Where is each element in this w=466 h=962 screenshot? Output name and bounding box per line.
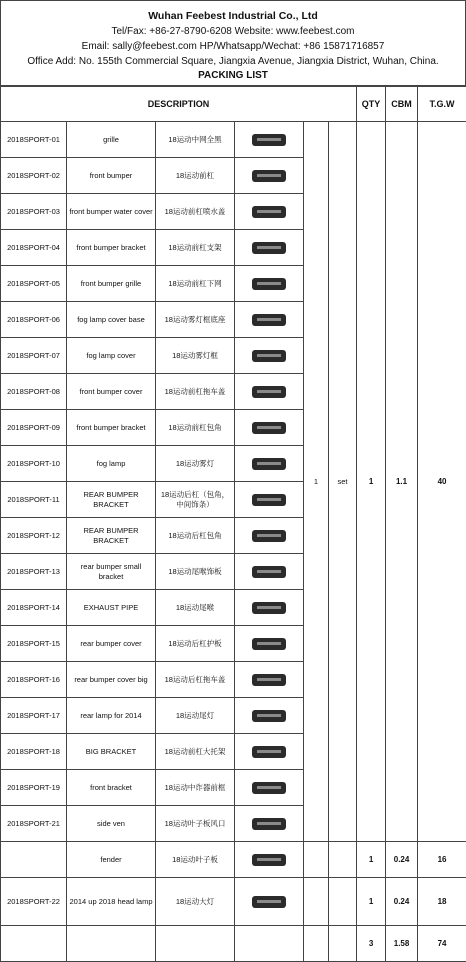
part-image-cell — [235, 302, 304, 338]
part-image-cell — [235, 482, 304, 518]
part-code — [1, 842, 67, 878]
packing-table — [0, 86, 466, 962]
fog-cover-base-icon — [248, 310, 290, 330]
lower-grille-icon — [248, 274, 290, 294]
part-name: REAR BUMPER BRACKET — [67, 518, 156, 554]
set-qty: 1 — [304, 122, 329, 842]
total-qty: 3 — [357, 926, 386, 962]
package-qty: 1 — [357, 122, 386, 842]
part-name-cn: 18运动前杠下网 — [156, 266, 235, 302]
head-lamp-icon — [248, 892, 290, 912]
part-name-cn: 18运动叶子板 — [156, 842, 235, 878]
part-code: 2018SPORT-01 — [1, 122, 67, 158]
part-name: fog lamp cover base — [67, 302, 156, 338]
part-code: 2018SPORT-16 — [1, 662, 67, 698]
package-qty: 1 — [357, 842, 386, 878]
part-image-cell — [235, 194, 304, 230]
part-image-cell — [235, 590, 304, 626]
part-name: REAR BUMPER BRACKET — [67, 482, 156, 518]
empty-cell — [1, 926, 67, 962]
part-name: rear lamp for 2014 — [67, 698, 156, 734]
tow-cover-icon — [248, 382, 290, 402]
part-image-cell — [235, 698, 304, 734]
part-image-cell — [235, 122, 304, 158]
empty-cell — [156, 926, 235, 962]
part-code: 2018SPORT-03 — [1, 194, 67, 230]
part-name: 2014 up 2018 head lamp — [67, 878, 156, 926]
part-name-cn: 18运动前杠拖车盖 — [156, 374, 235, 410]
part-name: front bumper water cover — [67, 194, 156, 230]
description-header: DESCRIPTION — [1, 87, 357, 122]
rear-corner-icon — [248, 526, 290, 546]
part-code: 2018SPORT-21 — [1, 806, 67, 842]
small-bracket-icon — [248, 562, 290, 582]
totals-row — [1, 926, 466, 962]
part-name: fender — [67, 842, 156, 878]
part-image-cell — [235, 158, 304, 194]
part-name-cn: 18运动前杠包角 — [156, 410, 235, 446]
part-name-cn: 18运动中网全黑 — [156, 122, 235, 158]
empty-cell — [329, 842, 357, 878]
empty-cell — [67, 926, 156, 962]
empty-cell — [304, 926, 329, 962]
corner-icon — [248, 418, 290, 438]
part-code: 2018SPORT-05 — [1, 266, 67, 302]
part-name: grille — [67, 122, 156, 158]
part-name: BIG BRACKET — [67, 734, 156, 770]
package-cbm: 0.24 — [386, 878, 418, 926]
part-name-cn: 18运动后杠拖车盖 — [156, 662, 235, 698]
big-bracket-icon — [248, 742, 290, 762]
part-name-cn: 18运动雾灯框 — [156, 338, 235, 374]
part-name-cn: 18运动中诈器前框 — [156, 770, 235, 806]
part-image-cell — [235, 662, 304, 698]
grille-icon — [248, 130, 290, 150]
rear-bumper-icon — [248, 490, 290, 510]
part-image-cell — [235, 230, 304, 266]
part-name-cn: 18运动后杠包角 — [156, 518, 235, 554]
contact-email-phone: Email: sally@feebest.com HP/Whatsapp/Wechat: +86 15871716857 — [1, 39, 465, 54]
part-name: rear bumper cover big — [67, 662, 156, 698]
fog-lamp-icon — [248, 454, 290, 474]
water-cover-icon — [248, 202, 290, 222]
part-name: EXHAUST PIPE — [67, 590, 156, 626]
empty-cell — [329, 878, 357, 926]
part-code: 2018SPORT-15 — [1, 626, 67, 662]
part-code: 2018SPORT-22 — [1, 878, 67, 926]
part-name-cn: 18运动前杠喷水盖 — [156, 194, 235, 230]
fender-icon — [248, 850, 290, 870]
document-header — [0, 0, 466, 86]
part-image-cell — [235, 626, 304, 662]
table-row — [1, 122, 466, 158]
part-code: 2018SPORT-18 — [1, 734, 67, 770]
part-name-cn: 18运动尾灯 — [156, 698, 235, 734]
fog-lamp-cover-icon — [248, 346, 290, 366]
part-code: 2018SPORT-11 — [1, 482, 67, 518]
part-name-cn: 18运动前杠 — [156, 158, 235, 194]
contact-phone-website: Tel/Fax: +86-27-8790-6208 Website: www.feebest.com — [1, 24, 465, 39]
part-code: 2018SPORT-07 — [1, 338, 67, 374]
part-image-cell — [235, 410, 304, 446]
empty-cell — [304, 842, 329, 878]
part-name-cn: 18运动大灯 — [156, 878, 235, 926]
part-image-cell — [235, 338, 304, 374]
part-name: fog lamp cover — [67, 338, 156, 374]
part-name: front bumper — [67, 158, 156, 194]
part-code: 2018SPORT-12 — [1, 518, 67, 554]
part-image-cell — [235, 734, 304, 770]
part-name-cn: 18运动雾灯框底座 — [156, 302, 235, 338]
part-code: 2018SPORT-06 — [1, 302, 67, 338]
front-bracket-icon — [248, 778, 290, 798]
exhaust-icon — [248, 598, 290, 618]
part-name: front bumper grille — [67, 266, 156, 302]
empty-cell — [304, 878, 329, 926]
empty-cell — [235, 926, 304, 962]
bumper-bracket-icon — [248, 238, 290, 258]
office-address: Office Add: No. 155th Commercial Square, Jiangxia Avenue, Jiangxia District, Wuhan, China. — [1, 54, 465, 69]
part-image-cell — [235, 554, 304, 590]
part-code: 2018SPORT-13 — [1, 554, 67, 590]
part-code: 2018SPORT-10 — [1, 446, 67, 482]
part-name-cn: 18运动前杠大托架 — [156, 734, 235, 770]
qty-header: QTY — [357, 87, 386, 122]
table-header-row — [1, 87, 466, 122]
total-tgw: 74 — [418, 926, 466, 962]
package-tgw: 40 — [418, 122, 466, 842]
rear-cover-big-icon — [248, 670, 290, 690]
package-tgw: 18 — [418, 878, 466, 926]
part-name: side ven — [67, 806, 156, 842]
part-image-cell — [235, 842, 304, 878]
package-cbm: 1.1 — [386, 122, 418, 842]
part-name: rear bumper small bracket — [67, 554, 156, 590]
part-name: front bumper bracket — [67, 410, 156, 446]
front-bumper-icon — [248, 166, 290, 186]
company-name: Wuhan Feebest Industrial Co., Ltd — [1, 9, 465, 24]
side-vent-icon — [248, 814, 290, 834]
part-image-cell — [235, 518, 304, 554]
part-code: 2018SPORT-17 — [1, 698, 67, 734]
set-unit: set — [329, 122, 357, 842]
empty-cell — [329, 926, 357, 962]
package-cbm: 0.24 — [386, 842, 418, 878]
part-name: rear bumper cover — [67, 626, 156, 662]
part-image-cell — [235, 446, 304, 482]
part-name: fog lamp — [67, 446, 156, 482]
part-code: 2018SPORT-09 — [1, 410, 67, 446]
part-image-cell — [235, 374, 304, 410]
part-name: front bumper cover — [67, 374, 156, 410]
part-image-cell — [235, 878, 304, 926]
package-qty: 1 — [357, 878, 386, 926]
part-code: 2018SPORT-04 — [1, 230, 67, 266]
part-name-cn: 18运动尾喉饰板 — [156, 554, 235, 590]
part-code: 2018SPORT-14 — [1, 590, 67, 626]
cbm-header: CBM — [386, 87, 418, 122]
part-name-cn: 18运动前杠支架 — [156, 230, 235, 266]
part-name-cn: 18运动雾灯 — [156, 446, 235, 482]
part-name: front bumper bracket — [67, 230, 156, 266]
table-row-fender — [1, 842, 466, 878]
table-row-headlamp — [1, 878, 466, 926]
rear-lamp-icon — [248, 706, 290, 726]
package-tgw: 16 — [418, 842, 466, 878]
rear-cover-icon — [248, 634, 290, 654]
part-image-cell — [235, 266, 304, 302]
part-image-cell — [235, 770, 304, 806]
part-name-cn: 18运动后杠护板 — [156, 626, 235, 662]
tgw-header: T.G.W — [418, 87, 466, 122]
part-image-cell — [235, 806, 304, 842]
part-code: 2018SPORT-19 — [1, 770, 67, 806]
part-name-cn: 18运动叶子板风口 — [156, 806, 235, 842]
part-code: 2018SPORT-02 — [1, 158, 67, 194]
part-code: 2018SPORT-08 — [1, 374, 67, 410]
document-title: PACKING LIST — [1, 69, 465, 83]
total-cbm: 1.58 — [386, 926, 418, 962]
part-name: front bracket — [67, 770, 156, 806]
part-name-cn: 18运动尾喉 — [156, 590, 235, 626]
part-name-cn: 18运动后杠（包角，中间饰条） — [156, 482, 235, 518]
